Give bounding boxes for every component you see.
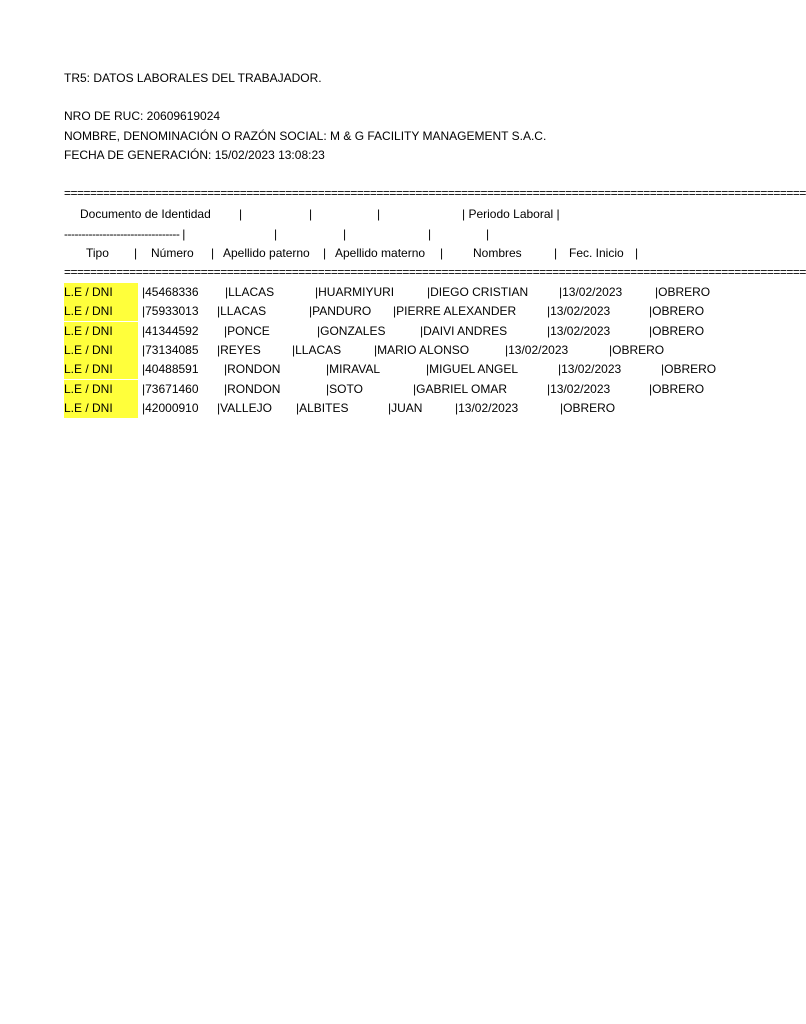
doc-type-cell: L.E / DNI xyxy=(64,283,138,302)
row-cell: |ALBITES xyxy=(296,400,349,415)
column-header-11: | xyxy=(635,246,639,260)
column-header-4: Apellido paterno xyxy=(223,246,310,260)
row-cell: |OBRERO xyxy=(649,381,705,396)
row-cell: |OBRERO xyxy=(655,285,711,299)
header-group-cell-1: | xyxy=(239,207,243,221)
row-cell: |41344592 xyxy=(142,323,199,338)
dash-pipes xyxy=(64,225,674,244)
header-group-cell-0: Documento de Identidad xyxy=(80,207,211,221)
header-group-cell-3: | xyxy=(377,207,381,221)
dash-line: --------------------------------- | xyxy=(64,227,185,241)
table-row xyxy=(64,283,711,302)
table-header-group xyxy=(64,205,674,224)
row-cell: |73671460 xyxy=(142,381,199,396)
row-cell: |VALLEJO xyxy=(217,400,272,415)
row-cell: |RONDON xyxy=(224,381,281,396)
row-cell: |LLACAS xyxy=(225,285,275,299)
column-header-9: | xyxy=(554,246,558,260)
dash-pipe-0: | xyxy=(274,227,278,241)
column-header-5: | xyxy=(323,246,327,260)
row-cell: |45468336 xyxy=(142,285,199,299)
column-header-8: Nombres xyxy=(473,246,522,260)
table-row xyxy=(64,302,705,321)
row-cell: |73134085 xyxy=(142,342,199,357)
column-header-6: Apellido materno xyxy=(335,246,426,260)
row-cell: |40488591 xyxy=(142,362,199,377)
row-cell: |OBRERO xyxy=(661,362,717,377)
doc-type-cell: L.E / DNI xyxy=(64,341,138,360)
row-cell: |13/02/2023 xyxy=(547,304,611,319)
table-row xyxy=(64,399,674,418)
row-cell: |GABRIEL OMAR xyxy=(413,381,508,396)
row-cell: |JUAN xyxy=(388,400,423,415)
report-sheet xyxy=(64,0,806,1024)
row-cell: |MARIO ALONSO xyxy=(374,342,470,357)
separator-top: ================================================================================================================== xyxy=(64,186,806,200)
doc-type-cell: L.E / DNI xyxy=(64,399,138,418)
table-row xyxy=(64,380,705,399)
row-cell: |PANDURO xyxy=(309,304,372,319)
column-header-0: Tipo xyxy=(86,246,109,260)
row-cell: |RONDON xyxy=(224,362,281,377)
razon-social-line: NOMBRE, DENOMINACIÓN O RAZÓN SOCIAL: M & G FACILITY MANAGEMENT S.A.C. xyxy=(64,129,547,143)
column-header-10: Fec. Inicio xyxy=(569,246,624,260)
row-cell: |MIRAVAL xyxy=(326,362,381,377)
row-cell: |OBRERO xyxy=(560,400,616,415)
table-header-columns xyxy=(64,244,674,263)
dash-pipe-1: | xyxy=(343,227,347,241)
column-header-3: | xyxy=(211,246,215,260)
row-cell: |75933013 xyxy=(142,304,199,319)
column-header-2: Número xyxy=(151,246,194,260)
row-cell: |MIGUEL ANGEL xyxy=(426,362,519,377)
header-group-cell-4: | Periodo Laboral | xyxy=(462,207,560,221)
row-cell: |13/02/2023 xyxy=(455,400,519,415)
table-row xyxy=(64,322,705,341)
row-cell: |13/02/2023 xyxy=(558,362,622,377)
row-cell: |13/02/2023 xyxy=(547,381,611,396)
table-row xyxy=(64,360,717,379)
row-cell: |42000910 xyxy=(142,400,199,415)
header-group-cell-2: | xyxy=(309,207,313,221)
fecha-generacion-line: FECHA DE GENERACIÓN: 15/02/2023 13:08:23 xyxy=(64,148,325,162)
separator-bottom: ================================================================================================================== xyxy=(64,265,806,279)
doc-type-cell: L.E / DNI xyxy=(64,302,138,321)
row-cell: |13/02/2023 xyxy=(559,285,623,299)
row-cell: |PIERRE ALEXANDER xyxy=(393,304,517,319)
row-cell: |13/02/2023 xyxy=(505,342,569,357)
doc-type-cell: L.E / DNI xyxy=(64,322,138,341)
ruc-line: NRO DE RUC: 20609619024 xyxy=(64,109,221,123)
doc-type-cell: L.E / DNI xyxy=(64,380,138,399)
row-cell: |13/02/2023 xyxy=(547,323,611,338)
table-row xyxy=(64,341,674,360)
row-cell: |DIEGO CRISTIAN xyxy=(427,285,529,299)
row-cell: |HUARMIYURI xyxy=(315,285,395,299)
row-cell: |OBRERO xyxy=(649,304,705,319)
column-header-1: | xyxy=(134,246,138,260)
row-cell: |GONZALES xyxy=(317,323,386,338)
column-header-7: | xyxy=(440,246,444,260)
row-cell: |SOTO xyxy=(326,381,363,396)
dash-pipe-2: | xyxy=(428,227,432,241)
doc-type-cell: L.E / DNI xyxy=(64,360,138,379)
dash-pipe-3: | xyxy=(486,227,490,241)
row-cell: |LLACAS xyxy=(292,342,342,357)
report-title: TR5: DATOS LABORALES DEL TRABAJADOR. xyxy=(64,71,322,85)
row-cell: |OBRERO xyxy=(649,323,705,338)
row-cell: |DAIVI ANDRES xyxy=(420,323,508,338)
row-cell: |LLACAS xyxy=(217,304,267,319)
row-cell: |OBRERO xyxy=(609,342,665,357)
row-cell: |REYES xyxy=(217,342,261,357)
row-cell: |PONCE xyxy=(224,323,270,338)
